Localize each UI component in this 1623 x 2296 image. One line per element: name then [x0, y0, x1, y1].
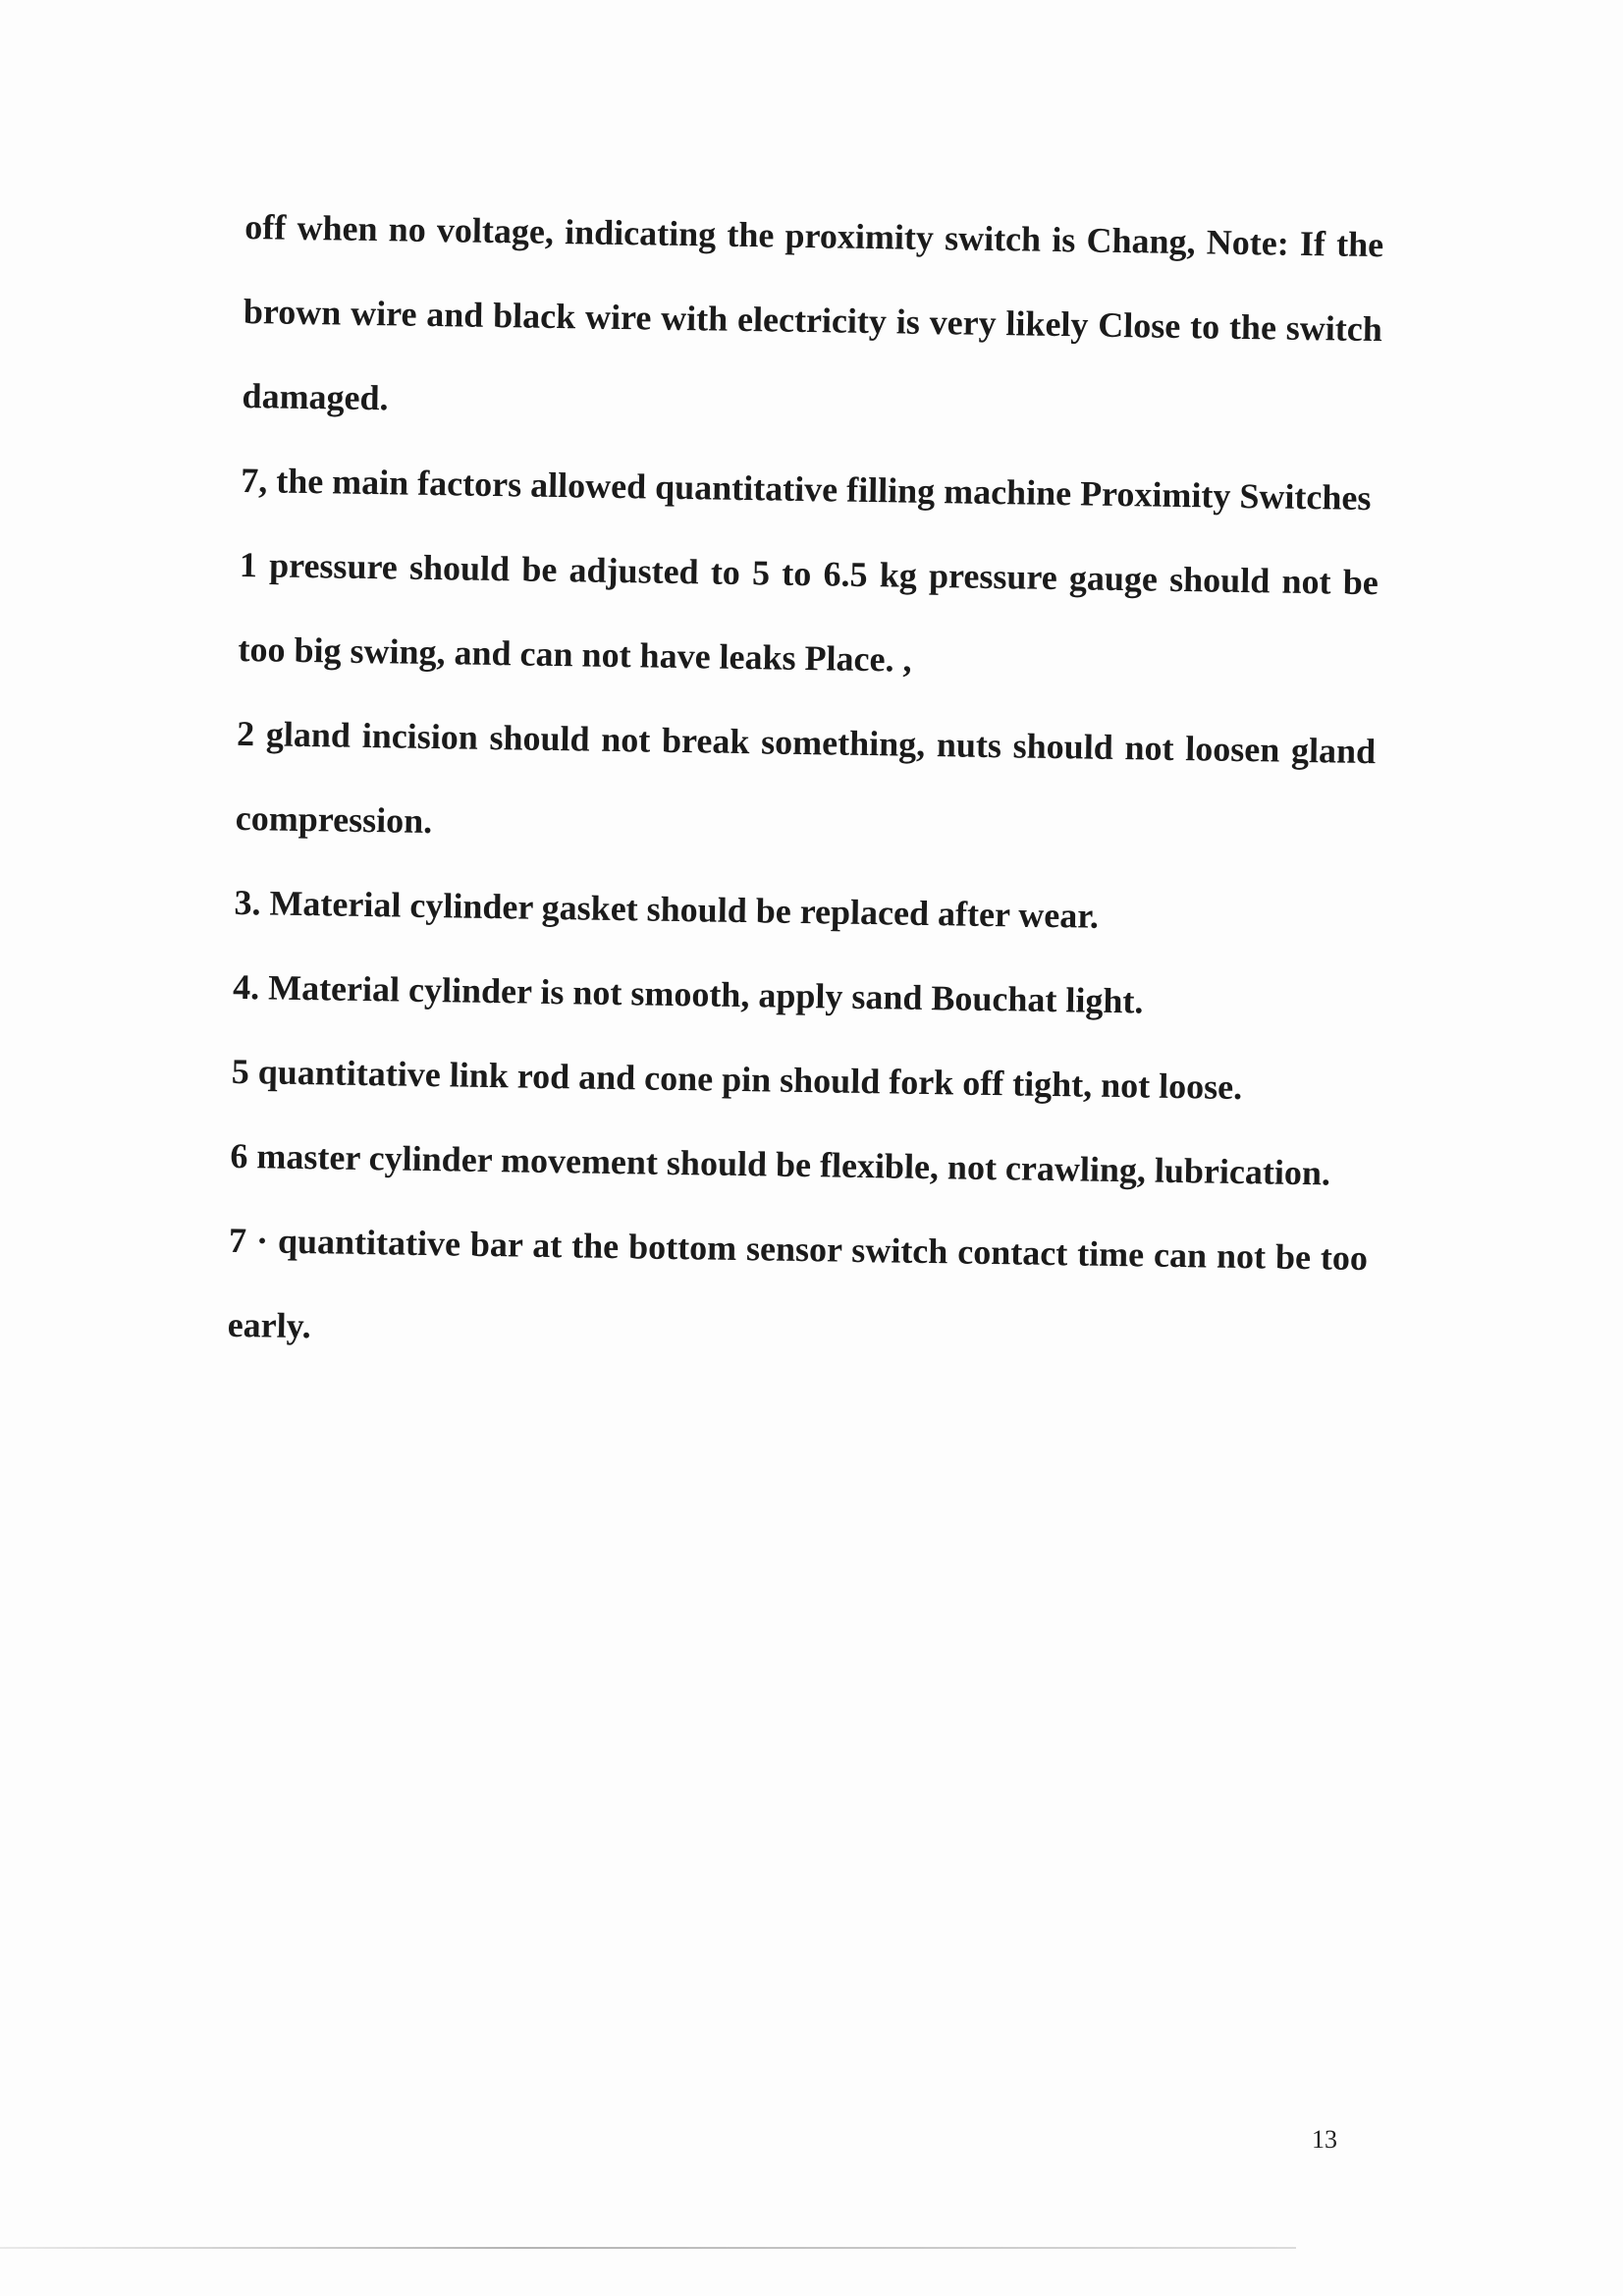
paragraph-item-2-gland: 2 gland incision should not break something, nuts should not loosen gland compression.	[235, 713, 1377, 842]
scan-edge-line	[0, 2247, 1296, 2249]
body-text	[227, 185, 1384, 1385]
paragraph-section-7-heading: 7, the main factors allowed quantitative filling machine Proximity Switches	[240, 460, 1372, 519]
paragraph-proximity-note: off when no voltage, indicating the proximity switch is Chang, Note: If the brown wire and black wire with electricity is very likely Close to the switch damaged.	[242, 206, 1384, 418]
paragraph-item-7-sensor-switch: 7 · quantitative bar at the bottom sensor switch contact time can not be too early.	[227, 1220, 1369, 1346]
paragraph-item-5-link-rod: 5 quantitative link rod and cone pin should fork off tight, not loose.	[231, 1051, 1243, 1108]
page-number: 13	[1312, 2125, 1337, 2154]
paragraph-item-6-master-cylinder: 6 master cylinder movement should be flexible, not crawling, lubrication.	[230, 1135, 1331, 1193]
paragraph-item-4-cylinder: 4. Material cylinder is not smooth, apply sand Bouchat light.	[232, 966, 1144, 1021]
paragraph-item-3-gasket: 3. Material cylinder gasket should be replaced after wear.	[234, 882, 1100, 936]
paragraph-item-1-pressure: 1 pressure should be adjusted to 5 to 6.5 kg pressure gauge should not be too big swing, and can not have leaks Place. ,	[238, 544, 1380, 680]
